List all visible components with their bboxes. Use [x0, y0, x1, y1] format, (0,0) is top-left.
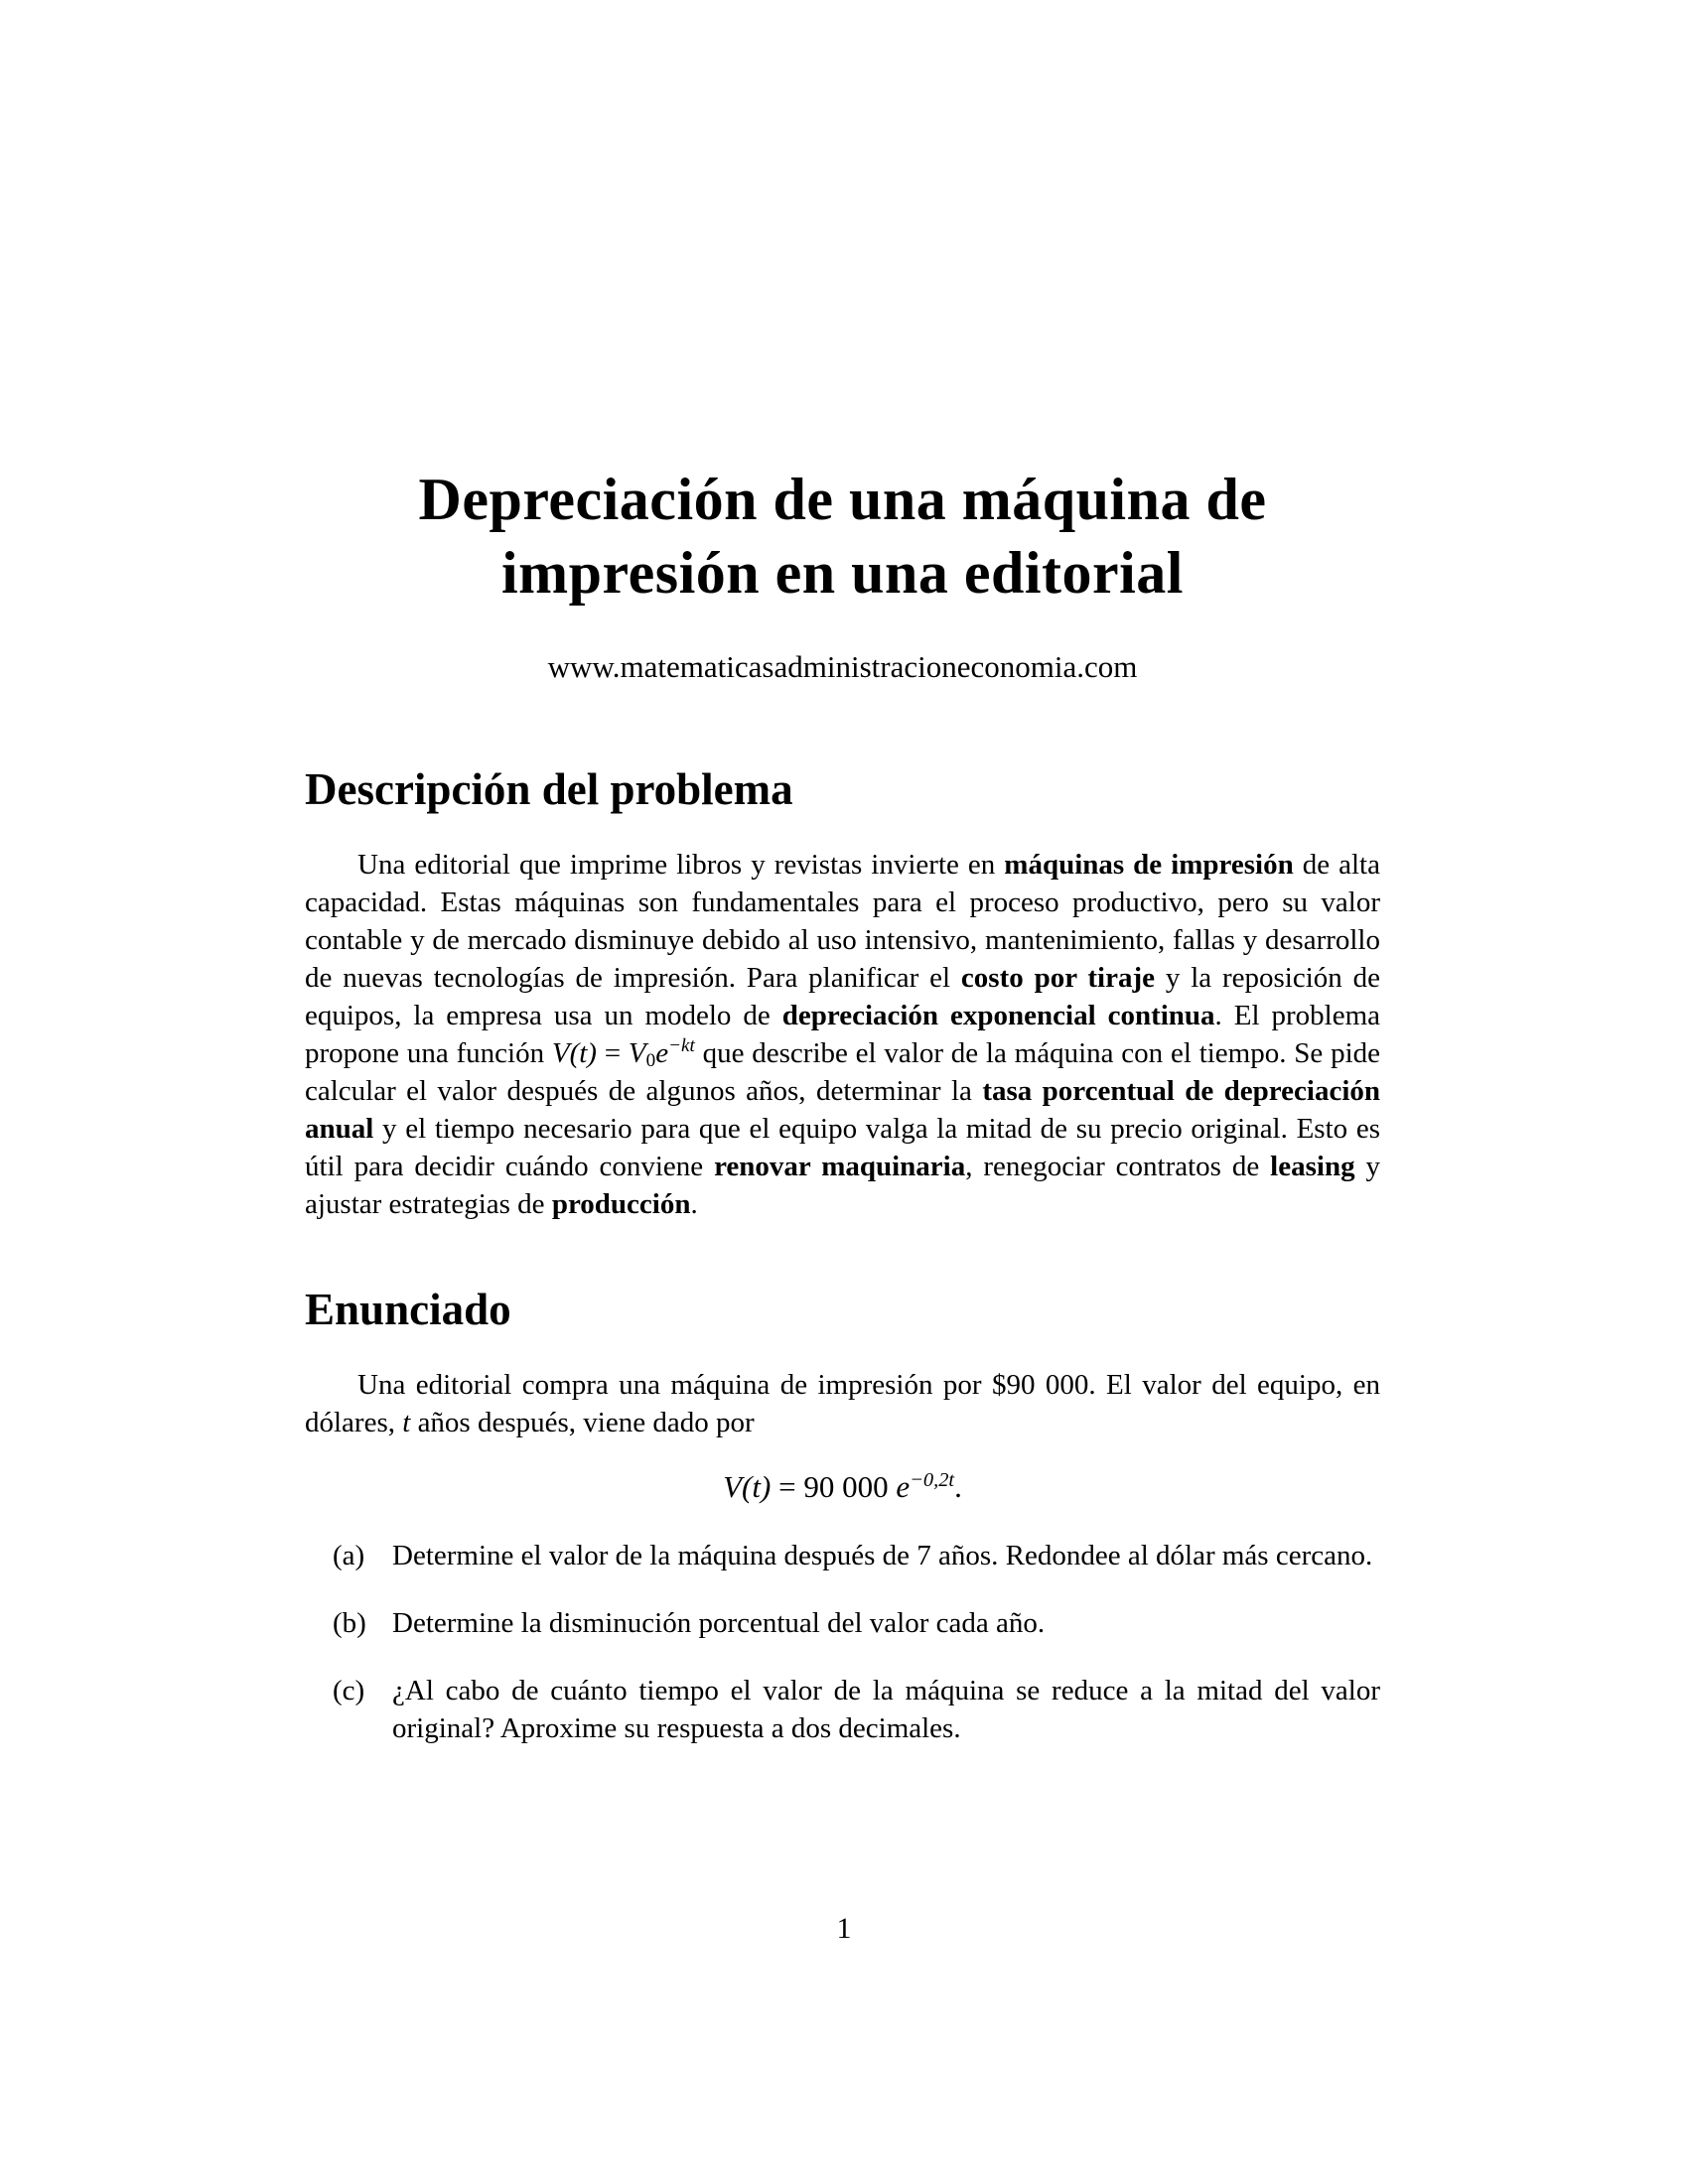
formula-equals: =: [596, 1037, 629, 1069]
text-run: , renegociar contratos de: [965, 1151, 1271, 1182]
formula-coefficient: 90 000: [803, 1469, 897, 1504]
formula-equals: =: [771, 1469, 804, 1504]
formula-exponent: −0,2t: [910, 1468, 955, 1491]
item-label-b: (b): [333, 1607, 366, 1639]
formula-e: e: [896, 1469, 911, 1504]
problem-item-c: [305, 1672, 1380, 1747]
text-run: Una editorial compra una máquina de impresión por $90 000. El valor del equipo, en dólares,: [305, 1369, 1380, 1438]
text-run: y el tiempo necesario para que el equipo valga la mitad de su precio original. Esto es útil para decidir cuándo conviene: [305, 1113, 1380, 1182]
display-formula-math: [723, 1469, 962, 1504]
item-label-a: (a): [333, 1540, 365, 1571]
title-line-1: Depreciación de una máquina de: [418, 467, 1267, 532]
variable-t: t: [402, 1407, 411, 1438]
bold-costo-por-tiraje: costo por tiraje: [960, 962, 1156, 994]
bold-depreciacion-exponencial: depreciación exponencial continua: [781, 1000, 1215, 1031]
paragraph-enunciado: [305, 1366, 1380, 1441]
item-label-c: (c): [333, 1675, 365, 1706]
text-run: de alta capacidad. Estas máquinas son fundamentales para el proceso productivo, pero su valor contable y de mercado disminuye debido al uso intensivo, mantenimiento, fallas y desarrollo de nuevas tecnologías de impresión. Para planificar el: [305, 849, 1380, 994]
formula-exponent-kt: −kt: [668, 1035, 695, 1057]
formula-lhs: V(t): [551, 1037, 597, 1069]
text-run: Una editorial que imprime libros y revistas invierte en: [357, 849, 1005, 881]
item-text-b: Determine la disminución porcentual del valor cada año.: [392, 1607, 1046, 1639]
text-run: . El problema propone una función: [305, 1000, 1380, 1069]
problem-item-b: [305, 1604, 1380, 1642]
bold-renovar-maquinaria: renovar maquinaria: [714, 1151, 966, 1182]
bold-produccion: producción: [551, 1188, 691, 1220]
formula-period: .: [954, 1469, 962, 1504]
formula-v0-subscript: 0: [645, 1049, 656, 1071]
section-heading-descripcion: Descripción del problema: [305, 764, 793, 814]
text-run: y ajustar estrategias de: [305, 1151, 1380, 1220]
item-text-a: Determine el valor de la máquina después de 7 años. Redondee al dólar más cercano.: [392, 1540, 1373, 1571]
text-run: años después, viene dado por: [410, 1407, 755, 1438]
formula-v0-base: V: [628, 1037, 646, 1069]
inline-formula-general-model: [552, 1037, 695, 1069]
text-run: y la reposición de equipos, la empresa usa un modelo de: [305, 962, 1381, 1031]
bold-tasa-porcentual: tasa porcentual de depreciación anual: [305, 1075, 1381, 1145]
bold-maquinas-de-impresion: máquinas de impresión: [1004, 849, 1294, 881]
page-number: 1: [836, 1912, 852, 1945]
problem-item-a: [305, 1537, 1380, 1574]
document-content: [305, 0, 1380, 1747]
text-run: que describe el valor de la máquina con el tiempo. Se pide calcular el valor después de algunos años, determinar la: [305, 1037, 1380, 1107]
formula-e: e: [655, 1037, 669, 1069]
text-run: .: [690, 1188, 698, 1220]
document-title: [305, 463, 1380, 610]
title-line-2: impresión en una editorial: [501, 540, 1184, 606]
bold-leasing: leasing: [1270, 1151, 1355, 1182]
paragraph-descripcion: [305, 846, 1380, 1223]
website-url: www.matematicasadministracioneconomia.com: [547, 649, 1138, 684]
display-formula-vt: [305, 1467, 1380, 1507]
section-heading-enunciado: Enunciado: [305, 1285, 511, 1334]
formula-lhs: V(t): [723, 1469, 772, 1504]
problem-list: [305, 1537, 1380, 1747]
item-text-c: ¿Al cabo de cuánto tiempo el valor de la máquina se reduce a la mitad del valor original? Aproxime su respuesta a dos decimales.: [392, 1675, 1380, 1744]
